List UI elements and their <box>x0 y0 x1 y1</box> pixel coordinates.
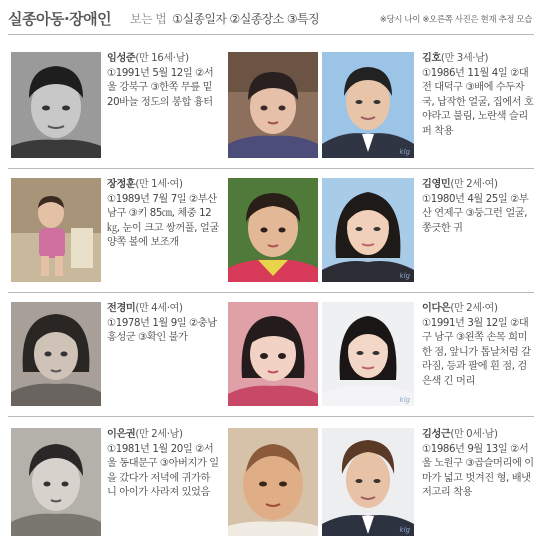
photo-lee-eungwon <box>11 428 101 536</box>
person-age: (만 2세·남) <box>135 429 183 440</box>
photo-kim-ho-aged <box>322 52 414 158</box>
person-name: 김성근 <box>422 429 451 440</box>
header-divider <box>8 34 534 35</box>
person-name: 이다은 <box>422 303 451 314</box>
person-age: (만 0세·남) <box>450 429 498 440</box>
info-kim-yeongmin <box>422 178 536 236</box>
photo-kim-seonggeun-child <box>228 428 318 536</box>
photo-kim-yeongmin-child <box>228 178 318 282</box>
person-desc: ①1989년 7월 7일 ②부산 남구 ③키 85㎝, 체중 12㎏, 눈이 크고 쌍꺼풀, 얼굴 양쪽 볼에 보조개 <box>107 193 219 248</box>
photo-lee-daeun-child <box>228 302 318 406</box>
person-desc: ①1981년 1월 20일 ②서울 동대문구 ③아버지가 일을 갔다가 저녁에 귀가하니 아이가 사라져 있었음 <box>107 443 219 498</box>
person-age: (만 1세·여) <box>135 179 183 190</box>
legend <box>130 10 319 27</box>
info-kim-seonggeun <box>422 428 536 501</box>
person-name: 전경미 <box>107 303 136 314</box>
info-lee-eungwon <box>107 428 219 501</box>
info-lim-seongjun <box>107 52 219 110</box>
photo-kim-yeongmin-aged <box>322 178 414 282</box>
header <box>8 6 536 30</box>
person-age: (만 4세·여) <box>135 303 183 314</box>
person-desc: ①1991년 5월 12일 ②서울 강북구 ③한쪽 무릎 밑 20바늘 정도의 봉합 흉터 <box>107 67 214 108</box>
person-desc: ①1991년 3월 12일 ②대구 남구 ③왼쪽 손목 희미한 점, 앞니가 톱날처럼 갈라짐, 등과 팔에 흰 점, 검은색 긴 머리 <box>422 317 531 387</box>
photo-jeon-gyeongmi <box>11 302 101 406</box>
person-desc: ①1978년 1월 9일 ②충남 홍성군 ③확인 불가 <box>107 317 217 343</box>
photo-lee-daeun-aged <box>322 302 414 406</box>
legend-label: 보는 법 <box>130 12 167 26</box>
person-desc: ①1986년 9월 13일 ②서울 노원구 ③곱슬머리에 이마가 넓고 벗겨진 형, 배냇저고리 착용 <box>422 443 534 498</box>
person-name: 장정훈 <box>107 179 136 190</box>
page-title: 실종아동·장애인 <box>8 10 112 28</box>
person-desc: ①1980년 4월 25일 ②부산 연제구 ③둥그런 얼굴, 쫑긋한 귀 <box>422 193 529 234</box>
person-name: 임성준 <box>107 53 136 64</box>
aged-photo-tag: klg <box>399 148 410 156</box>
row-divider <box>8 168 534 169</box>
header-note: ※당시 나이 ※오른쪽 사진은 현재 추정 모습 <box>379 15 532 25</box>
aged-photo-tag: klg <box>399 396 410 404</box>
photo-jang-jeonghun <box>11 178 101 282</box>
photo-lim-seongjun <box>11 52 101 158</box>
aged-photo-tag: klg <box>399 526 410 534</box>
person-age: (만 16세·남) <box>135 53 189 64</box>
aged-photo-tag: klg <box>399 272 410 280</box>
info-lee-daeun <box>422 302 536 389</box>
row-divider <box>8 416 534 417</box>
row-divider <box>8 292 534 293</box>
person-name: 김호 <box>422 53 441 64</box>
person-name: 김영민 <box>422 179 451 190</box>
legend-items: ①실종일자 ②실종장소 ③특징 <box>172 12 320 26</box>
photo-kim-ho-child <box>228 52 318 158</box>
person-age: (만 2세·여) <box>450 303 498 314</box>
info-jeon-gyeongmi <box>107 302 219 346</box>
person-name: 이은권 <box>107 429 136 440</box>
info-jang-jeonghun <box>107 178 219 251</box>
info-kim-ho <box>422 52 536 139</box>
photo-kim-seonggeun-aged <box>322 428 414 536</box>
person-age: (만 3세·남) <box>440 53 489 64</box>
person-desc: ①1986년 11월 4일 ②대전 대덕구 ③배에 수두자국, 납작한 얼굴, 집에서 호야라고 불림, 노란색 슬리퍼 착용 <box>422 67 534 137</box>
person-age: (만 2세·여) <box>450 179 498 190</box>
